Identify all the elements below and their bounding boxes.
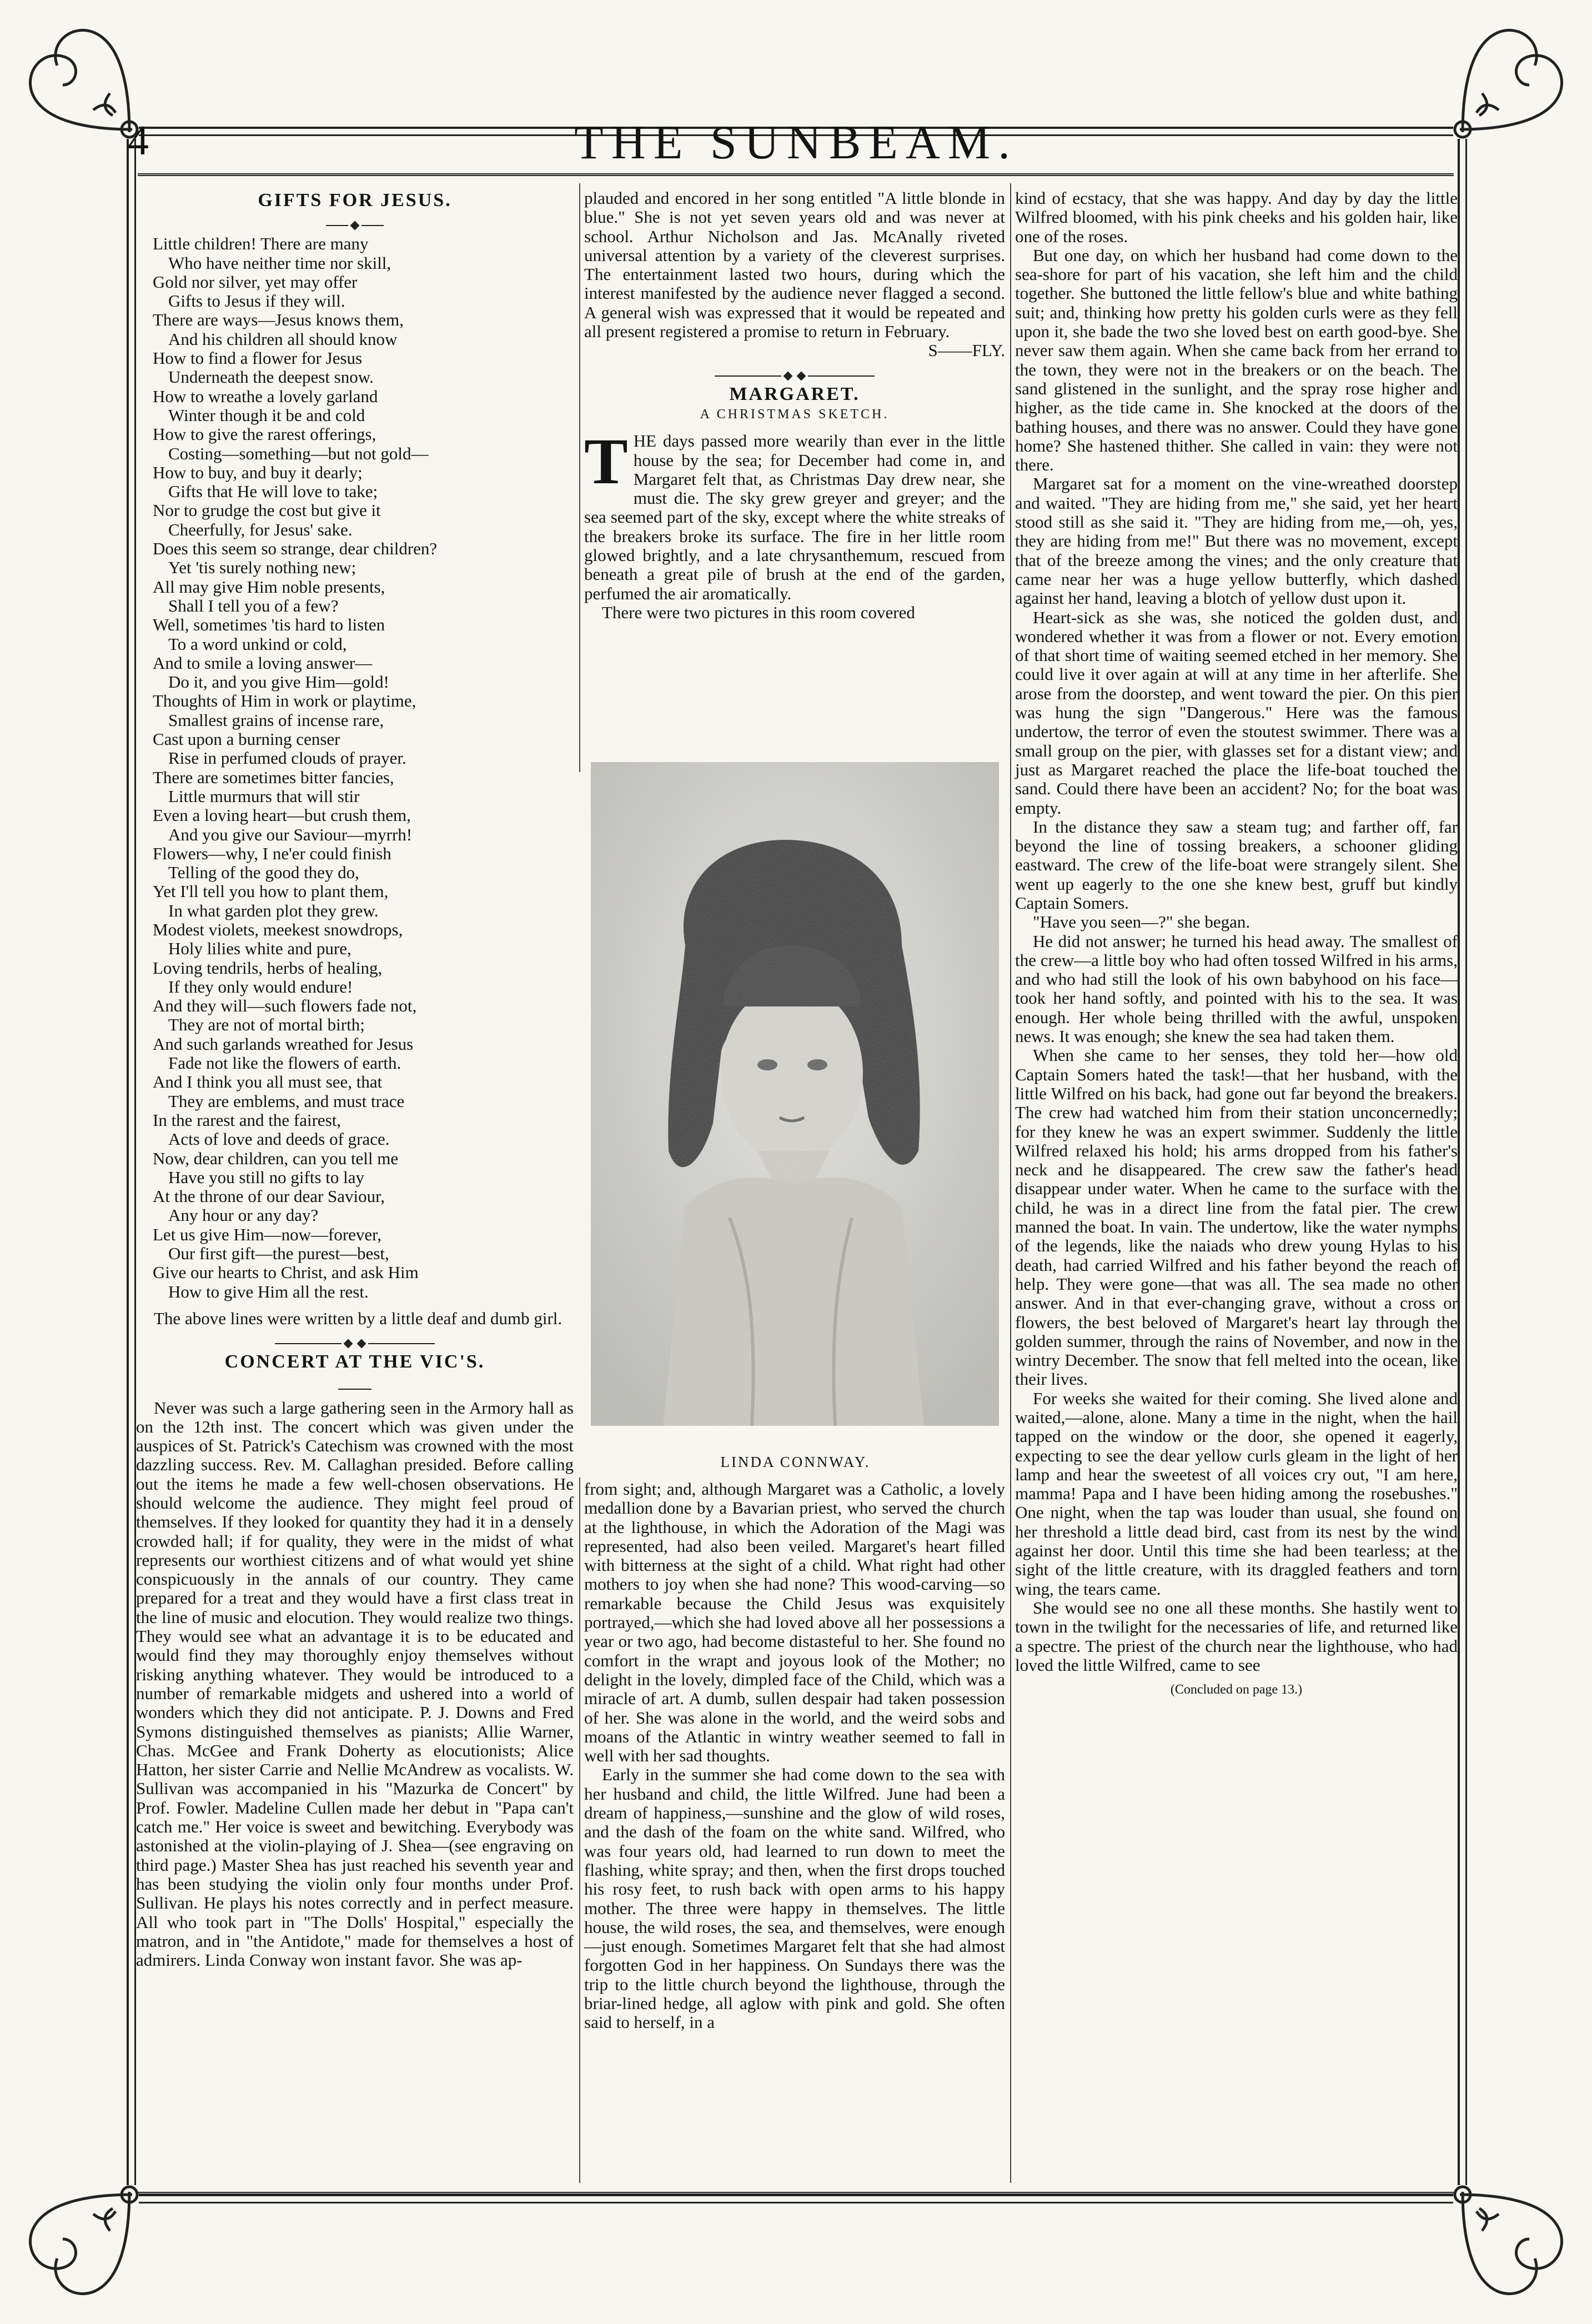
margaret-after-photo: from sight; and, although Margaret was a Catholic, a lovely medallion done by a Bavarian priest, who served the church at the lighthouse, in which the Adoration of the Magi was represented, had also been veiled. Margaret's heart filled with bitterness at the sight of a child. What right had other mothers to joy when she had none? This wood-carving—so remarkable because the Child Jesus was exquisitely portrayed,—which she had loved above all her possessions a year or two ago, had become distasteful to her. She found no comfort in the wrapt and joyous look of the Mother; no delight in the lovely, dimpled face of the Child, which was a miracle of art. A dumb, sullen despair had taken possession of her. She was alone in the world, and the weird sobs and moans of the Atlantic in wintry weather seemed to fall in well with her sad thoughts. — [584, 1479, 1005, 1766]
gifts-note: The above lines were written by a little deaf and dumb girl. — [154, 1308, 563, 1328]
concert-text: Never was such a large gathering seen in the Armory hall as on the 12th inst. The concert which was given under the auspices of St. Patrick's Catechism was crowned with the most dazzling success. Rev. M. Callaghan presided. Before calling out the items he made a few well-chosen observations. He should welcome the audience. They might feel proud of themselves. If they looked for quantity they had it in a densely crowded hall; if for quality, they were in the midst of what represents our worthiest citizens and of what would yet shine conspicuously in the annals of our country. They came prepared for a treat and they would have a first class treat in the line of music and elocution. They would realize two things. They would see what an advantage it is to be educated and would find they may thoroughly enjoy themselves without risking anything whatever. They would be introduced to a number of remarkable midgets and ushered into a world of wonders which they did not anticipate. P. J. Downs and Fred Symons distinguished themselves as pianists; Allie Warner, Chas. McGee and Frank Doherty as elocutionists; Alice Hatton, her sister Carrie and Nellie McAndrew as vocalists. W. Sullivan was accompanied in his "Mazurka de Concert" by Prof. Fowler. Madeline Cullen made her debut in "Papa can't catch me." Her voice is sweet and bewitching. Everybody was astonished at the violin-playing of J. Shea—(see engraving on third page.) Master Shea has just reached his seventh year and has been studying the violin only four months under Prof. Sullivan. He plays his notes correctly and in perfect measure. All who took part in "The Dolls' Hospital," especially the matron, and in "the Antidote," made for themselves a host of admirers. Linda Conway won instant favor. She was ap- — [136, 1398, 574, 1970]
poem-line: Little children! There are many — [153, 234, 369, 254]
margaret-col3-p9: For weeks she waited for their coming. She lived alone and waited,—alone, alone. Many a time in the night, when the hail tapped on the window or the door, she opened it eagerly, expecting to see the dear yellow curls gleam in the light of her lamp and hear the sweetest of all voices cry out, "I am here, mamma! Papa and I have been hiding among the rosebushes." One night, when the tap was louder than usual, she found on her threshold a little dead bird, cast from its nest by the wind against her door. Until this time she had been tearless; at the sight of the little creature, with its draggled feathers and torn wing, the tears came. — [1015, 1388, 1458, 1599]
portrait-photo — [591, 762, 999, 1426]
drop-cap: T — [584, 425, 628, 498]
poem-line: Our first gift—the purest—best, — [168, 1244, 389, 1264]
concert-continued-text: plauded and encored in her song entitled "A little blonde in blue." She is not yet seven years old and was never at school. Arthur Nicholson and Jas. McAnally riveted universal attention by a variety of the cleverest surprises. The entertainment lasted two hours, during which the interest manifested by the audience never flagged a second. A general wish was expressed that it would be repeated and all present registered a promise to return in February. — [584, 188, 1005, 342]
gifts-poem — [153, 234, 574, 1301]
concert-title: CONCERT AT THE VIC'S. — [224, 1351, 485, 1373]
poem-line: Does this seem so strange, dear children? — [153, 539, 438, 559]
right-border-rule — [1458, 139, 1467, 2185]
poem-line: Yet 'tis surely nothing new; — [168, 558, 356, 578]
poem-line: And his children all should know — [168, 329, 398, 349]
poem-line: Even a loving heart—but crush them, — [153, 805, 411, 825]
poem-line: Telling of the good they do, — [168, 863, 359, 883]
margaret-col3-p6: "Have you seen—?" she began. — [1033, 912, 1251, 932]
poem-line: Have you still no gifts to lay — [168, 1167, 365, 1187]
bottom-border-rule — [139, 2194, 1453, 2203]
masthead-title: THE SUNBEAM. — [574, 116, 1018, 169]
poem-line: And they will—such flowers fade not, — [153, 996, 417, 1016]
section-ornament — [136, 1333, 574, 1346]
section-ornament — [584, 365, 1005, 378]
poem-line: Gold nor silver, yet may offer — [153, 272, 358, 292]
corner-ornament-bottom-right — [1449, 2181, 1582, 2314]
section-ornament — [136, 214, 574, 228]
poem-line: Give our hearts to Christ, and ask Him — [153, 1263, 419, 1283]
poem-line: How to wreathe a lovely garland — [153, 386, 378, 406]
margaret-col3-p2: But one day, on which her husband had come down to the sea-shore for part of his vacation, she left him and the child together. She buttoned the little fellow's blue and white bathing suit; and, thinking how pretty his golden curls were as they fell upon it, she bade the two she loved best on earth good-bye. She never saw them again. When she came back from her errand to the town, they were not in the breakers or on the beach. The sand glistened in the sunlight, and the spray rose higher and higher, as the tide came in. She knocked at the doors of the bathing houses, and there was no answer. Could they have gone home? She hastened thither. She called in vain: they were not there. — [1015, 245, 1458, 475]
poem-line: And you give our Saviour—myrrh! — [168, 824, 413, 844]
margaret-title: MARGARET. — [729, 383, 860, 404]
poem-line: If they only would endure! — [168, 976, 353, 996]
poem-line: Flowers—why, I ne'er could finish — [153, 843, 391, 863]
poem-line: How to give the rarest offerings, — [153, 424, 376, 444]
poem-line: Nor to grudge the cost but give it — [153, 500, 381, 520]
page-header — [128, 111, 1464, 169]
poem-line: They are emblems, and must trace — [168, 1091, 405, 1111]
poem-line: Let us give Him—now—forever, — [153, 1224, 381, 1244]
column-1 — [136, 189, 574, 1970]
poem-line: There are ways—Jesus knows them, — [153, 310, 404, 330]
continued-note: (Concluded on page 13.) — [1170, 1682, 1303, 1697]
poem-line: They are not of mortal birth; — [168, 1015, 365, 1035]
corner-ornament-bottom-left — [10, 2181, 143, 2314]
left-border-rule — [127, 139, 136, 2185]
column-2 — [584, 189, 1005, 622]
margaret-subtitle: A CHRISTMAS SKETCH. — [700, 407, 890, 422]
poem-line: Smallest grains of incense rare, — [168, 710, 384, 730]
poem-line: Loving tendrils, herbs of healing, — [153, 958, 383, 978]
poem-line: There are sometimes bitter fancies, — [153, 767, 394, 787]
margaret-col3-p8: When she came to her senses, they told her—how old Captain Somers hated the task!—that her husband, with the little Wilfred on his back, had gone out far beyond the breakers. The crew had watched him from their station unconcernedly; for they knew he was an expert swimmer. Suddenly the little Wilfred relaxed his hold; his arms dropped from his father's neck and he disappeared. The crew saw the father's head disappear under water. When he came to the surface with the child, he was in a direct line from the fatal pier. The crew manned the boat. In vain. The undertow, like the water nymphs of the legends, like the naiads who drew young Hylas to his death, had carried Wilfred and his father beyond the reach of help. They were gone—that was all. The sea made no other answer. And in that ever-changing grave, without a cross or flowers, the best beloved of Margaret's heart lay through the golden summer, through the rains of November, and now in the wintry December. The snow that fell melted into the ocean, like their lives. — [1015, 1045, 1458, 1389]
corner-ornament-top-right — [1449, 10, 1582, 143]
poem-line: Cast upon a burning censer — [153, 729, 340, 749]
header-rule — [138, 173, 1454, 176]
margaret-intro: HE days passed more wearily than ever in the little house by the sea; for December had come in, and Margaret felt that, as Christmas Day drew near, she must die. The sky grew greyer and greyer; and the sea seemed part of the sky, except where the white streaks of the breakers broke its surface. The fire in her little room glowed brightly, and a late chrysanthemum, rescued from beneath a great pile of brush at the end of the garden, perfumed the air aromatically. — [584, 431, 1005, 603]
poem-line: In what garden plot they grew. — [168, 900, 379, 920]
gifts-title: GIFTS FOR JESUS. — [258, 190, 452, 211]
footer-rule — [138, 2192, 1454, 2195]
poem-line: And such garlands wreathed for Jesus — [153, 1034, 414, 1054]
poem-line: All may give Him noble presents, — [153, 577, 385, 597]
poem-line: In the rarest and the fairest, — [153, 1110, 341, 1130]
poem-line: Costing—something—but not gold— — [168, 443, 429, 463]
poem-line: How to find a flower for Jesus — [153, 348, 363, 368]
poem-line: Yet I'll tell you how to plant them, — [153, 881, 389, 901]
poem-line: Shall I tell you of a few? — [168, 595, 339, 615]
poem-line: Underneath the deepest snow. — [168, 367, 374, 387]
poem-line: Gifts to Jesus if they will. — [168, 291, 345, 311]
poem-line: Modest violets, meekest snowdrops, — [153, 919, 403, 939]
column-2-lower — [584, 1480, 1005, 2032]
margaret-paragraph-2: There were two pictures in this room covered — [602, 602, 915, 622]
column-3 — [1015, 189, 1458, 1699]
poem-line: How to buy, and buy it dearly; — [153, 462, 363, 482]
column-rule-2 — [1010, 183, 1011, 2183]
poem-line: Acts of love and deeds of grace. — [168, 1129, 390, 1149]
page-number: 4 — [128, 117, 149, 164]
column-rule-1-upper — [579, 183, 580, 772]
poem-line: Now, dear children, can you tell me — [153, 1148, 399, 1168]
margaret-col3-p5: In the distance they saw a steam tug; and farther off, far beyond the line of tossing breakers, a schooner gliding eastward. The crew of the life-boat were strangely silent. She went up eagerly to the one she knew best, gruff but kindly Captain Somers. — [1015, 817, 1458, 913]
photo-caption: LINDA CONNWAY. — [720, 1454, 871, 1470]
margaret-col3-p10: She would see no one all these months. She hastily went to town in the twilight for the necessaries of life, and returned like a spectre. The priest of the church near the lighthouse, who had loved the little Wilfred, came to see — [1015, 1597, 1458, 1675]
poem-line: Rise in perfumed clouds of prayer. — [168, 748, 406, 768]
margaret-col3-p7: He did not answer; he turned his head away. The smallest of the crew—a little boy who had often tossed Wilfred in his arms, and who had still the look of his own babyhood on his face—took her hand softly, and pointed with his to the sea. It was enough. Her whole being thrilled with the awful, unspoken news. It was enough; she knew the sea had taken them. — [1015, 931, 1458, 1046]
poem-line: How to give Him all the rest. — [168, 1281, 369, 1301]
poem-line: At the throne of our dear Saviour, — [153, 1186, 385, 1206]
poem-line: Well, sometimes 'tis hard to listen — [153, 615, 385, 635]
corner-ornament-top-left — [10, 10, 143, 143]
margaret-col3-p1: kind of ecstacy, that she was happy. And day by day the little Wilfred bloomed, with his pink cheeks and his golden hair, like one of the roses. — [1015, 188, 1458, 246]
poem-line: And I think you all must see, that — [153, 1072, 383, 1092]
poem-line: Gifts that He will love to take; — [168, 482, 378, 502]
poem-line: And to smile a loving answer— — [153, 653, 373, 673]
poem-line: Holy lilies white and pure, — [168, 939, 351, 959]
poem-line: Do it, and you give Him—gold! — [168, 672, 389, 692]
poem-line: Who have neither time nor skill, — [168, 253, 391, 273]
poem-line: Winter though it be and cold — [168, 405, 365, 425]
section-ornament — [136, 1379, 574, 1392]
poem-line: Any hour or any day? — [168, 1205, 319, 1225]
margaret-summer: Early in the summer she had come down to the sea with her husband and child, the little Wilfred. June had been a dream of happiness,—sunshine and the glow of wild roses, and the dash of the foam on the white sand. Wilfred, who was four years old, had learned to run down to meet the flashing, white spray; and then, when the first drops touched his rosy feet, to rush back with open arms to his happy mother. The three were happy in themselves. The little house, the wild roses, the sea, and themselves, were enough—just enough. Sometimes Margaret felt that she had almost forgotten God in her happiness. On Sundays there was the trip to the little church beyond the lighthouse, through the briar-lined hedge, all aglow with pink and gold. She often said to herself, in a — [584, 1765, 1005, 2032]
poem-line: To a word unkind or cold, — [168, 634, 347, 654]
concert-signature: S——FLY. — [928, 340, 1005, 360]
poem-line: Little murmurs that will stir — [168, 786, 360, 806]
poem-line: Fade not like the flowers of earth. — [168, 1053, 401, 1073]
margaret-col3-p4: Heart-sick as she was, she noticed the golden dust, and wondered whether it was from a flower or not. Every emotion of that short time of waiting seemed etched in her memory. She could live it over again at will at any time in her afterlife. She arose from the doorstep, and went toward the pier. On this pier was hung the sign "Dangerous." Here was the famous undertow, the terror of even the stoutest swimmer. There was a small group on the pier, with glasses set for a distant view; and just as Margaret reached the place the life-boat touched the sand. Could there have been an accident? No; for the boat was empty. — [1015, 607, 1458, 818]
poem-line: Cheerfully, for Jesus' sake. — [168, 519, 353, 539]
poem-line: Thoughts of Him in work or playtime, — [153, 691, 416, 711]
portrait-engraving — [591, 762, 999, 1426]
column-rule-1-lower — [579, 1477, 580, 2183]
margaret-col3-p3: Margaret sat for a moment on the vine-wreathed doorstep and waited. "They are hiding from me," she said, yet her heart stood still as she said it. "They are hiding from me,—oh, yes, they are hiding from me!" But there was no movement, except that of the breeze among the vines; and the only creature that came near her was a huge yellow butterfly, which dashed against her hand, leaving a blotch of yellow dust upon it. — [1015, 474, 1458, 608]
